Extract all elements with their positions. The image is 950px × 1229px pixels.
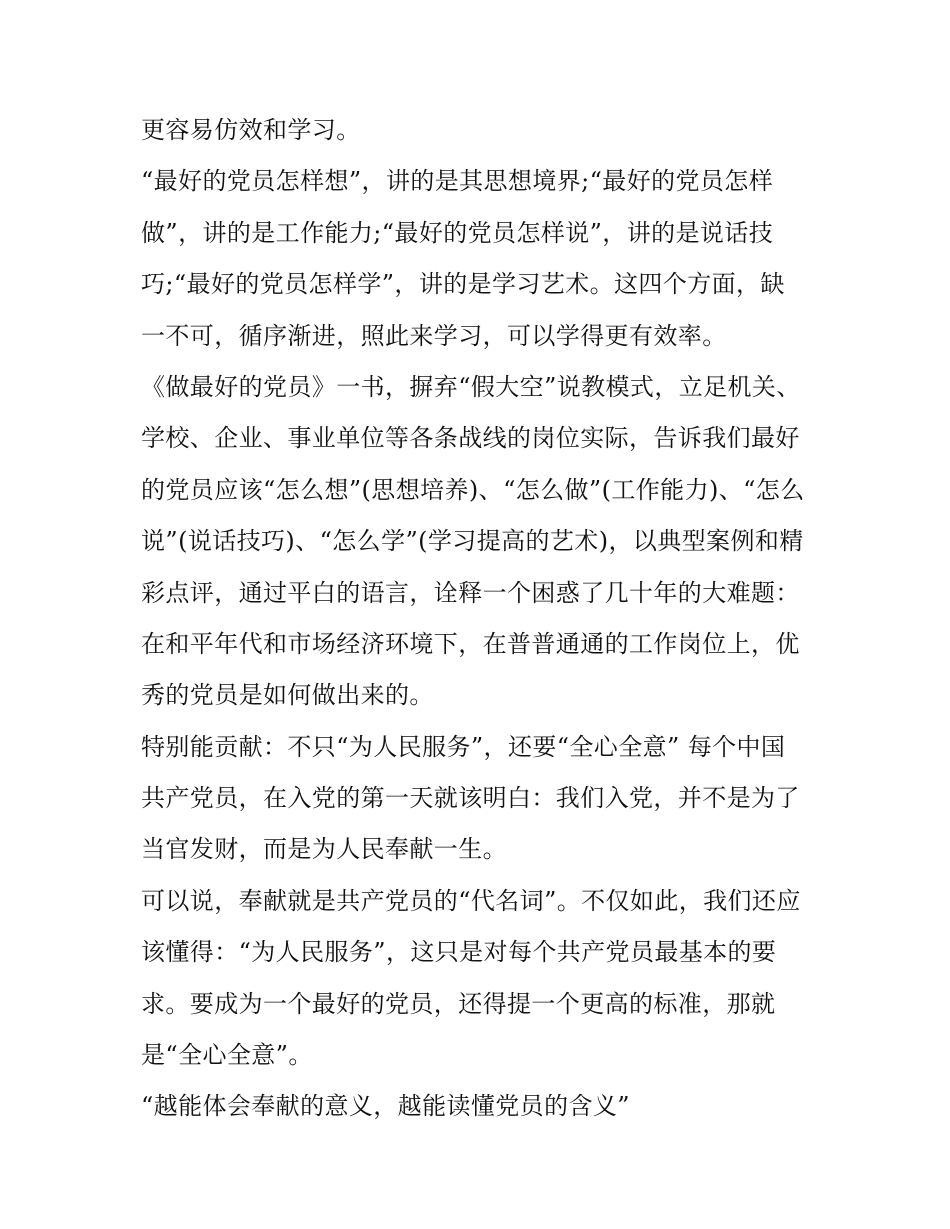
text-line: 该懂得：“为人民服务”，这只是对每个共产党员最基本的要 (141, 938, 777, 967)
text-line: 秀的党员是如何做出来的。 (141, 681, 434, 710)
text-line: 更容易仿效和学习。 (141, 116, 361, 144)
text-line: 《做最好的党员》一书，摒弃“假大空”说教模式，立足机关、 (141, 372, 801, 401)
text-line: 一不可，循序渐进，照此来学习，可以学得更有效率。 (141, 321, 727, 350)
text-line: “最好的党员怎样想”，讲的是其思想境界;“最好的党员怎样 (141, 167, 774, 196)
text-line: 是“全心全意”。 (141, 1041, 313, 1070)
text-line: 说”(说话技巧)、“怎么学”(学习提高的艺术)，以典型案例和精 (141, 527, 804, 556)
text-line: 求。要成为一个最好的党员，还得提一个更高的标准，那就 (141, 989, 776, 1018)
text-line: 共产党员，在入党的第一天就该明白：我们入党，并不是为了 (141, 784, 800, 813)
text-line: 当官发财，而是为人民奉献一生。 (141, 835, 507, 864)
document-body (141, 108, 821, 1136)
text-line: 彩点评，通过平白的语言，诠释一个困惑了几十年的大难题： (141, 578, 800, 607)
text-line: 做”，讲的是工作能力;“最好的党员怎样说”，讲的是说话技 (141, 218, 774, 247)
text-line: 巧;“最好的党员怎样学”，讲的是学习艺术。这四个方面，缺 (141, 270, 785, 299)
text-line: 在和平年代和市场经济环境下，在普普通通的工作岗位上，优 (141, 629, 800, 658)
text-line: 可以说，奉献就是共产党员的“代名词”。不仅如此，我们还应 (141, 886, 801, 915)
text-line: 特别能贡献：不只“为人民服务”，还要“全心全意” 每个中国 (141, 732, 786, 761)
text-line: 的党员应该“怎么想”(思想培养)、“怎么做”(工作能力)、“怎么 (141, 475, 805, 504)
text-line: “越能体会奉献的意义，越能读懂党员的含义” (141, 1092, 630, 1121)
text-line: 学校、企业、事业单位等各条战线的岗位实际，告诉我们最好 (141, 424, 800, 453)
